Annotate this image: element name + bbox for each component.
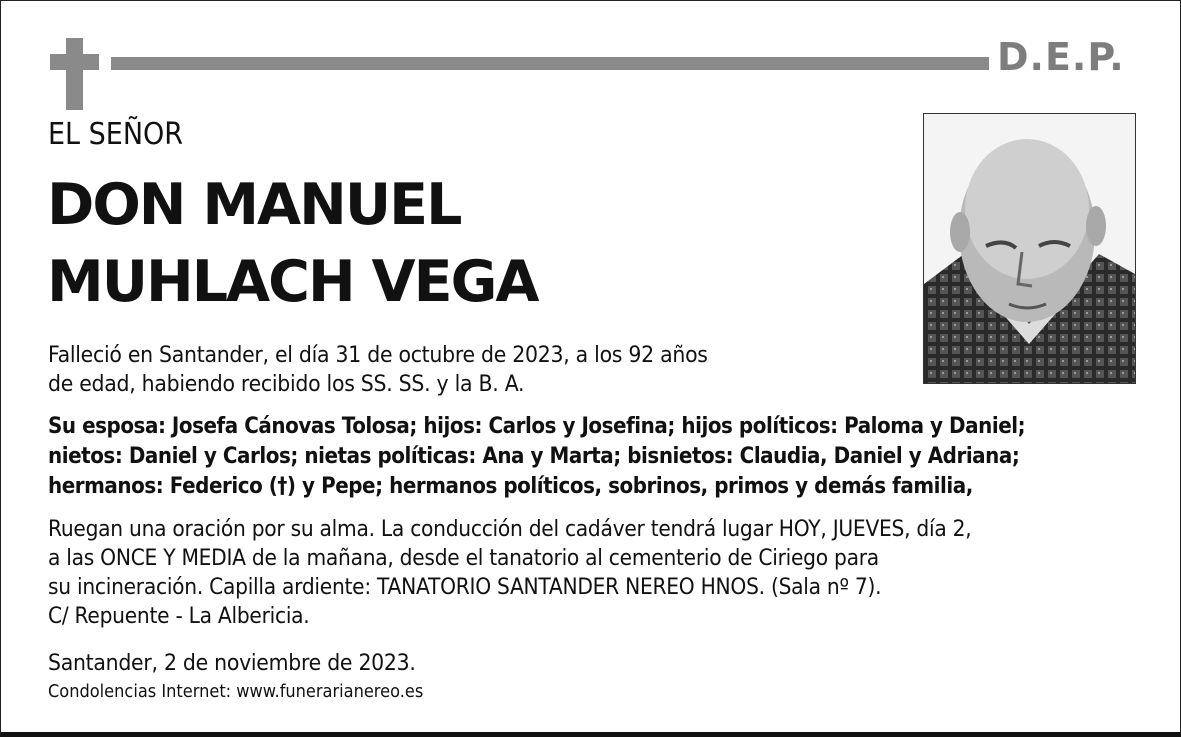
cross-icon	[66, 38, 83, 110]
deceased-name-line2: MUHLACH VEGA	[47, 249, 538, 315]
condolences-link: Condolencias Internet: www.funerarianereo.es	[48, 681, 424, 702]
intro-label: EL SEÑOR	[48, 117, 184, 152]
ceremony-line: Ruegan una oración por su alma. La conducción del cadáver tendrá lugar HOY, JUEVES, día 2,	[48, 517, 972, 542]
family-list	[48, 412, 1025, 502]
ceremony-line: a las ONCE Y MEDIA de la mañana, desde el tanatorio al cementerio de Ciriego para	[48, 546, 879, 571]
family-line: Su esposa: Josefa Cánovas Tolosa; hijos: Carlos y Josefina; hijos políticos: Paloma y Daniel;	[48, 414, 1026, 439]
deceased-name-line1: DON MANUEL	[47, 172, 461, 238]
death-notice-line: de edad, habiendo recibido los SS. SS. y la B. A.	[48, 372, 525, 397]
ceremony-line: C/ Repuente - La Albericia.	[48, 604, 310, 629]
family-line: hermanos: Federico (†) y Pepe; hermanos políticos, sobrinos, primos y demás familia,	[48, 474, 973, 499]
portrait-photo	[923, 113, 1136, 384]
ceremony-details	[48, 515, 971, 631]
dep-label: D.E.P.	[997, 35, 1125, 79]
death-notice	[48, 341, 708, 399]
ceremony-line: su incineración. Capilla ardiente: TANATORIO SANTANDER NEREO HNOS. (Sala nº 7).	[48, 575, 882, 600]
header-rule	[111, 57, 989, 70]
place-date: Santander, 2 de noviembre de 2023.	[48, 651, 416, 676]
family-line: nietos: Daniel y Carlos; nietas políticas: Ana y Marta; bisnietos: Claudia, Daniel y Adriana;	[48, 444, 1020, 469]
death-notice-line: Falleció en Santander, el día 31 de octubre de 2023, a los 92 años	[48, 343, 708, 368]
portrait-illustration	[924, 114, 1135, 383]
cross-icon-bar	[50, 54, 99, 70]
